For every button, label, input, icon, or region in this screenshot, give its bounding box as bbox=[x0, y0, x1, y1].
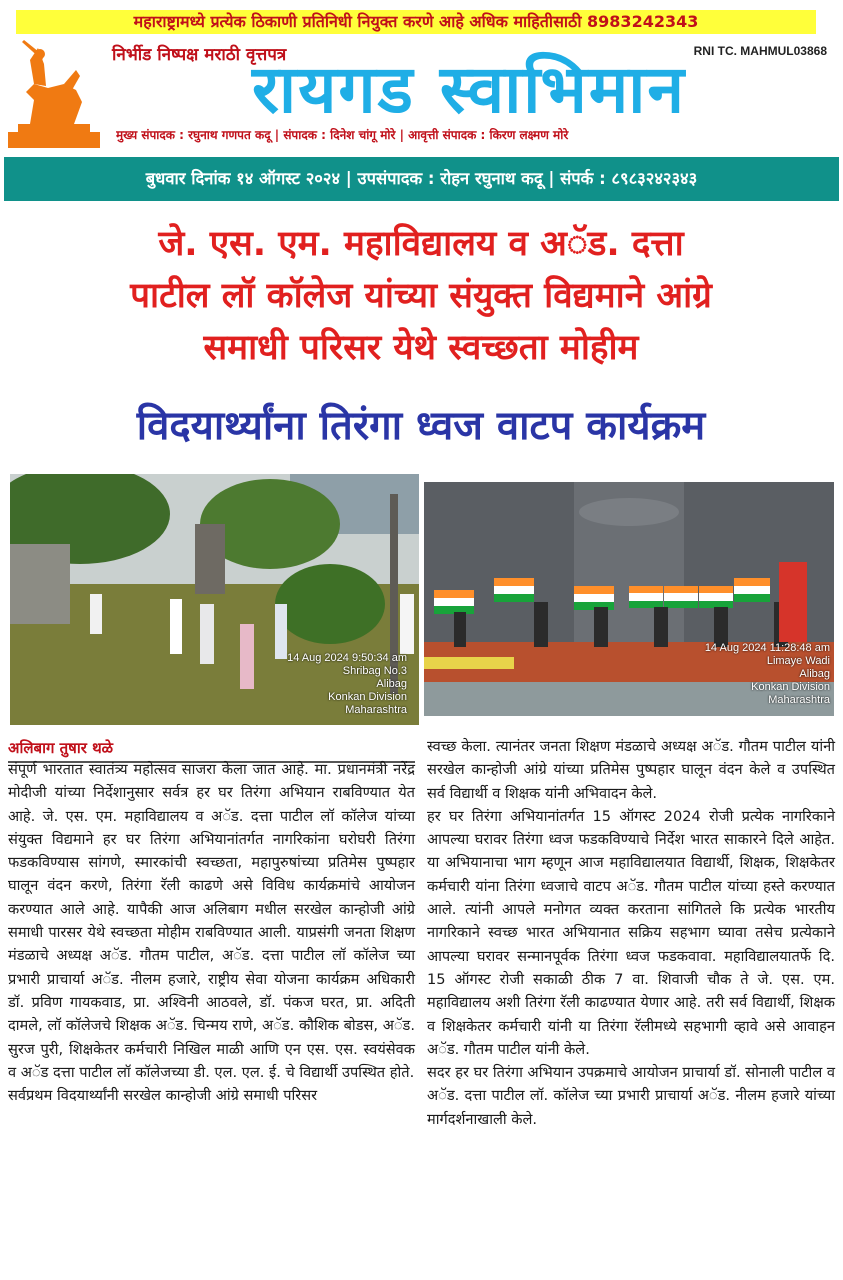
subheadline: विदयार्थ्यांना तिरंगा ध्वज वाटप कार्यक्रम bbox=[136, 403, 706, 449]
article-column-right bbox=[427, 735, 835, 1131]
promo-ticker: महाराष्ट्रामध्ये प्रत्येक ठिकाणी प्रतिनिधी नियुक्त करणे आहे अधिक माहितीसाठी 8983242343 bbox=[16, 10, 816, 34]
article-byline: अलिबाग तुषार थळे bbox=[8, 738, 415, 763]
headline-line: जे. एस. एम. महाविद्यालय व अॅड. दत्ता bbox=[158, 224, 684, 264]
editors-line: मुख्य संपादक : रघुनाथ गणपत कदू | संपादक : दिनेश चांगू मोरे | आवृत्ती संपादक : किरण लक्ष्मण मोरे bbox=[116, 128, 569, 142]
date-bar: बुधवार दिनांक १४ ऑगस्ट २०२४ | उपसंपादक : रोहन रघुनाथ कदू | संपर्क : ८९८३२४२३४३ bbox=[4, 157, 839, 201]
article-paragraph: सदर हर घर तिरंगा अभियान उपक्रमाचे आयोजन प्राचार्या डॉ. सोनाली पाटील व अॅड. दत्ता पाटील लॉ. कॉलेज च्या प्रभारी प्राचार्या अॅड. नीलम हजारे यांच्या मार्गदर्शनाखाली केले. bbox=[427, 1064, 835, 1128]
article-paragraph: सर्वप्रथम विदयार्थ्यांनी सरखेल कान्होजी आंग्रे समाधी परिसर bbox=[8, 1087, 318, 1105]
headline-line: पाटील लॉ कॉलेज यांच्या संयुक्त विद्यमाने आंग्रे bbox=[130, 276, 712, 316]
photo-cleanliness-drive bbox=[10, 474, 419, 725]
headline bbox=[8, 218, 834, 374]
article-column-left bbox=[8, 758, 415, 1107]
equestrian-statue-logo-icon bbox=[4, 40, 104, 150]
article-paragraph: हर घर तिरंगा अभियानांतर्गत 15 ऑगस्ट 2024 रोजी प्रत्येक नागरिकाने आपल्या घरावर तिरंगा ध्वज फडकविण्याचे निर्देश भारत साकारने दिले आहेत. या अभियानाचा भाग म्हणून आज महाविद्यालयात विद्यार्थी, शिक्षक, शिक्षकेतर कर्मचारी यांना तिरंगा ध्वजाचे वाटप अॅड. गौतम पाटील यांच्या हस्ते करण्यात आले. त्यांनी आपले मनोगत व्यक्त करताना सांगितले कि प्रत्येक भारतीय नागरिकाने स्वच्छ भारत अभियानात सक्रिय सहभाग घ्यावा तसेच प्रत्येकाने आपल्या घरावर सन्मानपूर्वक तिरंगा ध्वज फडकवावा. महाविद्यालयातर्फे दि. 15 ऑगस्ट रोजी सकाळी ठीक 7 वा. शिवाजी चौक ते जे. एस. एम. महाविद्यालय अशी तिरंगा रॅली काढण्यात येणार आहे. तरी सर्व विद्यार्थी, शिक्षक व शिक्षकेतर कर्मचारी यांनी या तिरंगा रॅलीमध्ये सहभागी व्हावे असे आवाहन अॅड. गौतम पाटील यांनी केले. bbox=[427, 807, 835, 1058]
headline-line: समाधी परिसर येथे स्वच्छता मोहीम bbox=[203, 328, 639, 368]
photo-timestamp: 14 Aug 2024 9:50:34 am Shribag No.3 Alibag Konkan Division Maharashtra bbox=[287, 652, 407, 716]
rni-number: RNI TC. MAHMUL03868 bbox=[693, 44, 827, 58]
masthead-tagline: निर्भीड निष्पक्ष मराठी वृत्तपत्र bbox=[112, 45, 287, 65]
article-paragraph: संपूर्ण भारतात स्वातंत्र्य महोत्सव साजरा केला जात आहे. मा. प्रधानमंत्री नरेंद्र मोदीजी यांच्या निर्देशानुसार सर्वत्र हर घर तिरंगा अभियान राबविण्यात येत आहे. जे. एस. एम. महाविद्यालय व अॅड. दत्ता पाटील लॉ कॉलेज यांच्या संयुक्त विद्यमाने हर घर तिरंगा अभियानांतर्गत नागरिकांना घरोघरी तिरंगा फडकविण्यास सांगणे, स्मारकांची स्वच्छता, महापुरुषांच्या प्रतिमेस पुष्पहार घालून वंदन करणे, तिरंगा रॅली काढणे असे विविध कार्यक्रमांचे आयोजन करण्यात आले आहे. यापैकी आज अलिबाग मधील सरखेल कान्होजी आंग्रे समाधी पारसर येथे स्वच्छता मोहीम राबविण्यात आली. याप्रसंगी जनता शिक्षण मंडळाचे अध्यक्ष अॅड. गौतम पाटील, अॅड. दत्ता पाटील लॉ कॉलेज च्या प्रभारी प्राचार्या अॅड. नीलम हजारे, राष्ट्रीय सेवा योजना कार्यक्रम अधिकारी डॉ. प्रविण गायकवाड, प्रा. अश्विनी आठवले, डॉ. पंकज घरत, प्रा. अदिती दामले, लॉ कॉलेजचे शिक्षक अॅड. चिन्मय राणे, अॅड. कौशिक बोडस, अॅड. सुरज पुरी, शिक्षकेतर कर्मचारी निखिल माळी आणि एन एस. एस. स्वयंसेवक व अॅड दत्ता पाटील लॉ कॉलेजच्या डी. एल. एल. ई. चे विद्यार्थी उपस्थित होते. bbox=[8, 761, 415, 1081]
newspaper-title: रायगड स्वाभिमान bbox=[252, 51, 686, 128]
photo-timestamp: 14 Aug 2024 11:28:48 am Limaye Wadi Alibag Konkan Division Maharashtra bbox=[704, 642, 830, 706]
photo-flag-distribution bbox=[424, 482, 834, 716]
article-paragraph: स्वच्छ केला. त्यानंतर जनता शिक्षण मंडळाचे अध्यक्ष अॅड. गौतम पाटील यांनी सरखेल कान्होजी आंग्रे यांच्या प्रतिमेस पुष्पहार घालून वंदन केले व उपस्थित सर्व विद्यार्थी व शिक्षक यांनी अभिवादन केले. bbox=[427, 738, 835, 802]
